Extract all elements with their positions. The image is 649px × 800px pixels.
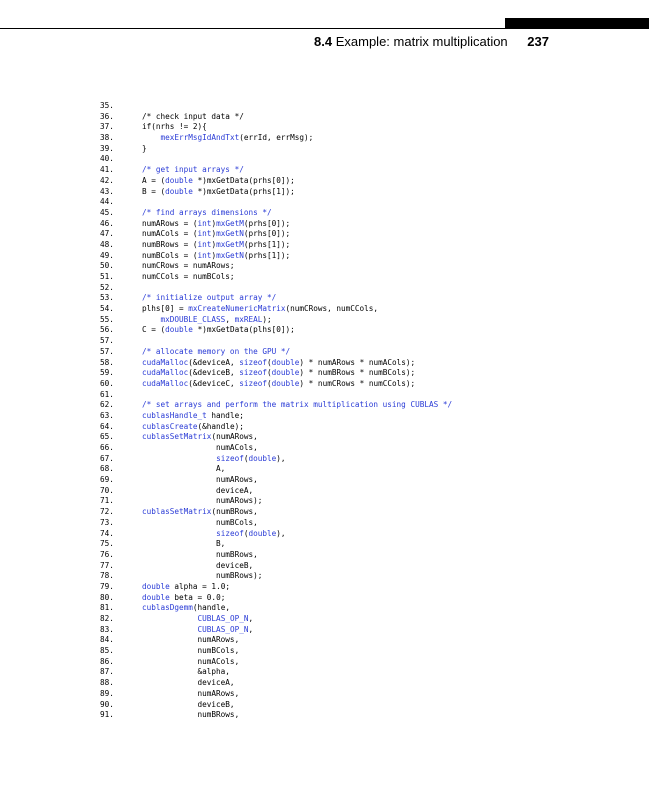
code-token: (errId, errMsg); (239, 133, 314, 143)
code-line (100, 464, 640, 475)
line-number: 44. (100, 197, 114, 207)
code-token: cublasHandle_t (142, 410, 207, 420)
code-token: numARows, (142, 688, 240, 698)
line-number: 55. (100, 314, 114, 324)
line-number: 57. (100, 336, 114, 346)
code-token: numBRows, (142, 549, 258, 559)
line-number: 66. (100, 443, 114, 452)
code-token: double (248, 453, 277, 463)
code-token: handle; (206, 410, 244, 420)
code-token: ) (211, 239, 217, 249)
code-line (100, 432, 640, 443)
code-token: CUBLAS_OP_N (197, 624, 249, 634)
code-line (100, 657, 640, 668)
code-token: B, (142, 539, 226, 549)
code-token: double (248, 528, 277, 538)
code-token: ) (211, 218, 217, 228)
line-number: 80. (100, 592, 114, 602)
code-line (100, 304, 640, 315)
code-token: sizeof (239, 357, 267, 367)
code-line (100, 283, 640, 294)
code-line (100, 154, 640, 165)
code-token: (&deviceB, (188, 368, 240, 378)
code-token: , (225, 314, 235, 324)
code-line (100, 112, 640, 123)
code-token: deviceA, (142, 678, 235, 688)
code-line (100, 710, 640, 721)
code-line (100, 400, 640, 411)
code-token (142, 625, 198, 634)
line-number: 86. (100, 656, 114, 666)
code-token: cublasCreate (142, 421, 198, 431)
line-number: 50. (100, 261, 114, 271)
code-token: deviceA, (142, 485, 254, 495)
code-line (100, 635, 640, 646)
code-token: ( (267, 357, 272, 367)
code-token: (prhs[0]); (243, 229, 291, 239)
code-line (100, 368, 640, 379)
code-token: } (142, 143, 147, 153)
code-token: double (142, 592, 170, 602)
code-token: (numARows, (211, 432, 258, 442)
code-line (100, 571, 640, 582)
code-token: (numBRows, (211, 507, 258, 517)
line-number: 36. (100, 111, 114, 121)
line-number: 67. (100, 453, 114, 463)
code-line (100, 325, 640, 336)
line-number: 74. (100, 528, 114, 538)
code-line (100, 229, 640, 240)
code-line (100, 187, 640, 198)
code-token: ( (243, 528, 249, 538)
line-number: 91. (100, 710, 114, 720)
code-token: cublasSetMatrix (142, 507, 212, 517)
line-number: 76. (100, 549, 114, 559)
line-number: 47. (100, 229, 114, 239)
line-number: 49. (100, 250, 114, 260)
line-number: 73. (100, 517, 114, 527)
section-title: Example: matrix multiplication (335, 34, 508, 49)
code-token: numARows); (142, 496, 263, 506)
code-line (100, 475, 640, 486)
code-line (100, 122, 640, 133)
line-number: 38. (100, 133, 114, 143)
code-token: cudaMalloc (142, 368, 189, 378)
code-line (100, 454, 640, 465)
code-line (100, 165, 640, 176)
code-line (100, 315, 640, 326)
line-number: 79. (100, 581, 114, 591)
code-token: mxDOUBLE_CLASS (160, 314, 226, 324)
line-number: 82. (100, 614, 114, 623)
code-token: numACols, (142, 443, 258, 452)
code-line (100, 347, 640, 358)
code-token: /* check input data */ (142, 111, 244, 121)
code-line (100, 689, 640, 700)
code-token: sizeof (216, 528, 244, 538)
code-token: mxGetN (216, 250, 244, 260)
code-token: numBCols, (142, 646, 240, 656)
code-token: int (197, 239, 212, 249)
code-token: numARows = ( (142, 218, 198, 228)
line-number: 48. (100, 239, 114, 249)
line-number: 64. (100, 421, 114, 431)
code-line (100, 144, 640, 155)
code-line (100, 646, 640, 657)
code-token: *)mxGetData(prhs[1]); (192, 186, 295, 196)
code-line (100, 251, 640, 262)
line-number: 62. (100, 400, 114, 410)
code-token: mxGetM (216, 218, 244, 228)
line-number: 59. (100, 368, 114, 378)
page-number: 237 (527, 34, 549, 49)
code-token: cudaMalloc (142, 378, 189, 388)
code-line (100, 518, 640, 529)
line-number: 58. (100, 357, 114, 367)
code-line (100, 539, 640, 550)
code-line (100, 593, 640, 604)
code-token: numBCols, (142, 517, 258, 527)
code-token: deviceB, (142, 560, 254, 570)
code-token: double (165, 186, 193, 196)
code-line (100, 101, 640, 112)
code-line (100, 411, 640, 422)
line-number: 88. (100, 678, 114, 688)
line-number: 87. (100, 667, 114, 677)
code-token: sizeof (216, 453, 244, 463)
code-line (100, 176, 640, 187)
line-number: 78. (100, 571, 114, 581)
line-number: 57. (100, 346, 114, 356)
code-token: ( (243, 453, 249, 463)
code-token: (prhs[1]); (243, 239, 291, 249)
code-token: sizeof (239, 368, 267, 378)
line-number: 53. (100, 293, 114, 303)
code-line (100, 529, 640, 540)
code-token: cudaMalloc (142, 357, 189, 367)
line-number: 39. (100, 143, 114, 153)
code-line (100, 219, 640, 230)
code-line (100, 507, 640, 518)
line-number: 37. (100, 122, 114, 132)
code-line (100, 561, 640, 572)
code-line (100, 358, 640, 369)
code-token: double (271, 357, 300, 367)
code-token: numCCols = numBCols; (142, 272, 235, 281)
line-number: 68. (100, 464, 114, 474)
code-token (142, 133, 161, 142)
line-number: 84. (100, 635, 114, 645)
line-number: 41. (100, 165, 114, 175)
code-line (100, 667, 640, 678)
code-line (100, 486, 640, 497)
code-token: (&deviceA, (188, 357, 240, 367)
code-token: B = ( (142, 186, 166, 196)
code-token: ), (276, 453, 286, 463)
line-number: 69. (100, 475, 114, 485)
code-token: ( (267, 378, 272, 388)
line-number: 75. (100, 539, 114, 549)
code-line (100, 133, 640, 144)
code-token: double (142, 581, 170, 591)
code-token: mxCreateNumericMatrix (188, 304, 286, 314)
header-bar (505, 18, 649, 28)
code-token: (handle, (192, 603, 230, 613)
line-number: 90. (100, 699, 114, 709)
code-token: , (248, 624, 254, 634)
line-number: 81. (100, 603, 114, 613)
line-number: 51. (100, 272, 114, 281)
line-number: 54. (100, 304, 114, 314)
code-line (100, 582, 640, 593)
code-token: double (165, 175, 193, 185)
code-token: ) * numARows * numACols); (299, 357, 416, 367)
line-number: 56. (100, 325, 114, 335)
code-token: mxGetM (216, 239, 244, 249)
code-token: int (197, 218, 212, 228)
code-token: numBRows, (142, 710, 240, 720)
code-token: ) (211, 229, 217, 239)
code-token: numARows, (142, 475, 258, 485)
code-token: numBRows); (142, 571, 263, 581)
line-number: 77. (100, 560, 114, 570)
code-token: A = ( (142, 175, 166, 185)
code-token: /* initialize output array */ (142, 293, 277, 303)
code-token: numBCols = ( (142, 250, 198, 260)
code-token: ) (211, 250, 217, 260)
line-number: 35. (100, 101, 114, 110)
code-token: &alpha, (142, 667, 230, 677)
code-token: numARows, (142, 635, 240, 645)
code-token: numACols = ( (142, 229, 198, 239)
line-number: 52. (100, 282, 114, 292)
code-line (100, 614, 640, 625)
code-token: beta = 0.0; (169, 592, 226, 602)
code-line (100, 379, 640, 390)
code-token: alpha = 1.0; (169, 581, 230, 591)
code-token: ), (276, 528, 286, 538)
line-number: 63. (100, 410, 114, 420)
code-token: (&deviceC, (188, 378, 240, 388)
code-token: CUBLAS_OP_N (197, 614, 249, 623)
code-line (100, 678, 640, 689)
code-token: A, (142, 464, 226, 474)
code-token: ) * numBRows * numBCols); (299, 368, 416, 378)
code-line (100, 272, 640, 283)
code-token: /* allocate memory on the GPU */ (142, 346, 291, 356)
code-token: numACols, (142, 656, 240, 666)
line-number: 61. (100, 389, 114, 399)
code-token: /* set arrays and perform the matrix multiplication using CUBLAS */ (142, 400, 453, 410)
code-listing (100, 101, 640, 721)
code-line (100, 261, 640, 272)
code-token: mexErrMsgIdAndTxt (160, 133, 240, 143)
code-line (100, 700, 640, 711)
code-token (142, 454, 216, 463)
code-line (100, 208, 640, 219)
line-number: 45. (100, 207, 114, 217)
code-token: double (165, 325, 193, 335)
line-number: 85. (100, 646, 114, 656)
code-token: ( (267, 368, 272, 378)
code-token: (&handle); (197, 421, 244, 431)
header-rule (0, 28, 649, 29)
code-line (100, 390, 640, 401)
code-token: /* find arrays dimensions */ (142, 207, 272, 217)
code-line (100, 336, 640, 347)
code-line (100, 422, 640, 433)
code-token: /* get input arrays */ (142, 165, 244, 175)
code-token (142, 614, 198, 623)
code-token: *)mxGetData(prhs[0]); (192, 175, 295, 185)
code-line (100, 603, 640, 614)
code-token: numCRows = numARows; (142, 261, 235, 271)
code-token: (prhs[1]); (243, 250, 291, 260)
code-line (100, 443, 640, 454)
code-token: deviceB, (142, 699, 235, 709)
code-token: ) * numCRows * numCCols); (299, 378, 416, 388)
code-token: ); (262, 314, 272, 324)
code-token: numBRows = ( (142, 239, 198, 249)
code-token: *)mxGetData(plhs[0]); (192, 325, 295, 335)
line-number: 60. (100, 378, 114, 388)
running-header (200, 34, 549, 49)
code-token: if(nrhs != 2){ (142, 122, 207, 132)
code-token: double (271, 368, 300, 378)
code-token: (numCRows, numCCols, (285, 304, 379, 314)
code-token: plhs[0] = (142, 304, 189, 314)
code-line (100, 293, 640, 304)
code-token: C = ( (142, 325, 166, 335)
section-number: 8.4 (314, 34, 333, 49)
code-line (100, 240, 640, 251)
line-number: 42. (100, 175, 114, 185)
code-line (100, 197, 640, 208)
line-number: 40. (100, 154, 114, 164)
code-token: cublasDgemm (142, 603, 193, 613)
line-number: 83. (100, 624, 114, 634)
code-token (142, 529, 216, 538)
line-number: 89. (100, 688, 114, 698)
code-token: int (197, 229, 212, 239)
code-token: mxREAL (234, 314, 263, 324)
code-token: (prhs[0]); (243, 218, 291, 228)
line-number: 71. (100, 496, 114, 506)
code-line (100, 496, 640, 507)
code-token: double (271, 378, 300, 388)
code-token: sizeof (239, 378, 267, 388)
code-token: mxGetN (216, 229, 244, 239)
line-number: 72. (100, 507, 114, 517)
code-token: , (248, 614, 254, 623)
code-line (100, 625, 640, 636)
code-token (142, 315, 161, 324)
line-number: 65. (100, 432, 114, 442)
code-line (100, 550, 640, 561)
code-token: int (197, 250, 212, 260)
line-number: 46. (100, 218, 114, 228)
line-number: 43. (100, 186, 114, 196)
line-number: 70. (100, 485, 114, 495)
code-token: cublasSetMatrix (142, 432, 212, 442)
